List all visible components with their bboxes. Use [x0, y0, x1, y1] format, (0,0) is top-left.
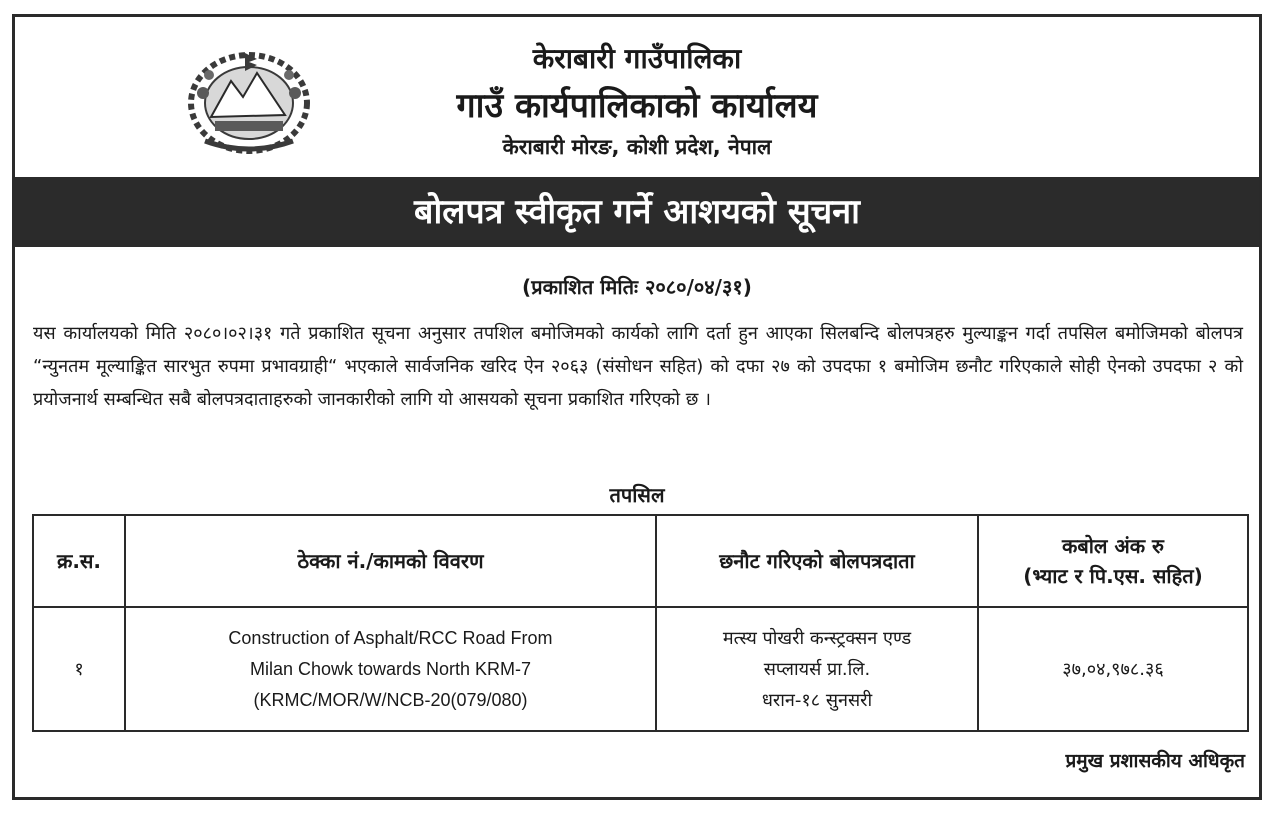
signatory-title: प्रमुख प्रशासकीय अधिकृत [1065, 750, 1245, 772]
details-heading: तपसिल [609, 483, 665, 507]
cell-contract [125, 607, 656, 731]
bidder-line: धरान-१८ सुनसरी [761, 689, 873, 711]
col-header-amount-line2: (भ्याट र पि.एस. सहित) [1023, 564, 1203, 588]
table-row [33, 607, 1248, 731]
notice-body: यस कार्यालयको मिति २०८०।०२।३१ गते प्रकाशित सूचना अनुसार तपशिल बमोजिमको कार्यको लागि दर्ता हुन आएका सिलबन्दि बोलपत्रहरु मुल्याङ्कन गर्दा तपसिल बमोजिमको बोलपत्र “न्युनतम मूल्याङ्कित सारभुत रुपमा प्रभावग्राही“ भएकाले सार्वजनिक खरिद ऐन २०६३ (संसोधन सहित) को दफा २७ को उपदफा १ बमोजिम छनौट गरिएकाले सोही ऐनको उपदफा २ को प्रयोजनार्थ सम्बन्धित सबै बोलपत्रदाताहरुको जानकारीको लागि यो आसयको सूचना प्रकाशित गरिएको छ । [33, 323, 1243, 410]
contract-line: Milan Chowk towards North KRM-7 [249, 658, 532, 679]
office-address: केराबारी मोरङ, कोशी प्रदेश, नेपाल [502, 135, 772, 159]
col-header-sn: क्र.स. [33, 515, 125, 607]
col-header-amount [978, 515, 1248, 607]
bidder-line: मत्स्य पोखरी कन्स्ट्रक्सन एण्ड [722, 627, 912, 649]
notice-frame [12, 14, 1262, 800]
table-header-row [33, 515, 1248, 607]
notice-title-banner [15, 177, 1259, 247]
municipality-name: केराबारी गाउँपालिका [532, 42, 742, 75]
col-header-bidder: छनौट गरिएको बोलपत्रदाता [656, 515, 978, 607]
notice-header [15, 17, 1259, 177]
notice-title: बोलपत्र स्वीकृत गर्ने आशयको सूचना [414, 192, 860, 232]
col-header-amount-line1: कबोल अंक रु [1061, 534, 1165, 558]
office-name: गाउँ कार्यपालिकाको कार्यालय [456, 86, 818, 126]
cell-amount: ३७,०४,९७८.३६ [978, 607, 1248, 731]
published-date: (प्रकाशित मितिः २०८०/०४/३१) [522, 275, 752, 299]
contract-line: Construction of Asphalt/RCC Road From [228, 627, 553, 648]
contract-line: (KRMC/MOR/W/NCB-20(079/080) [253, 689, 528, 710]
bidder-line: सप्लायर्स प्रा.लि. [763, 658, 871, 680]
bid-table [32, 514, 1249, 732]
col-header-contract: ठेक्का नं./कामको विवरण [125, 515, 656, 607]
cell-sn: १ [33, 607, 125, 731]
cell-bidder [656, 607, 978, 731]
